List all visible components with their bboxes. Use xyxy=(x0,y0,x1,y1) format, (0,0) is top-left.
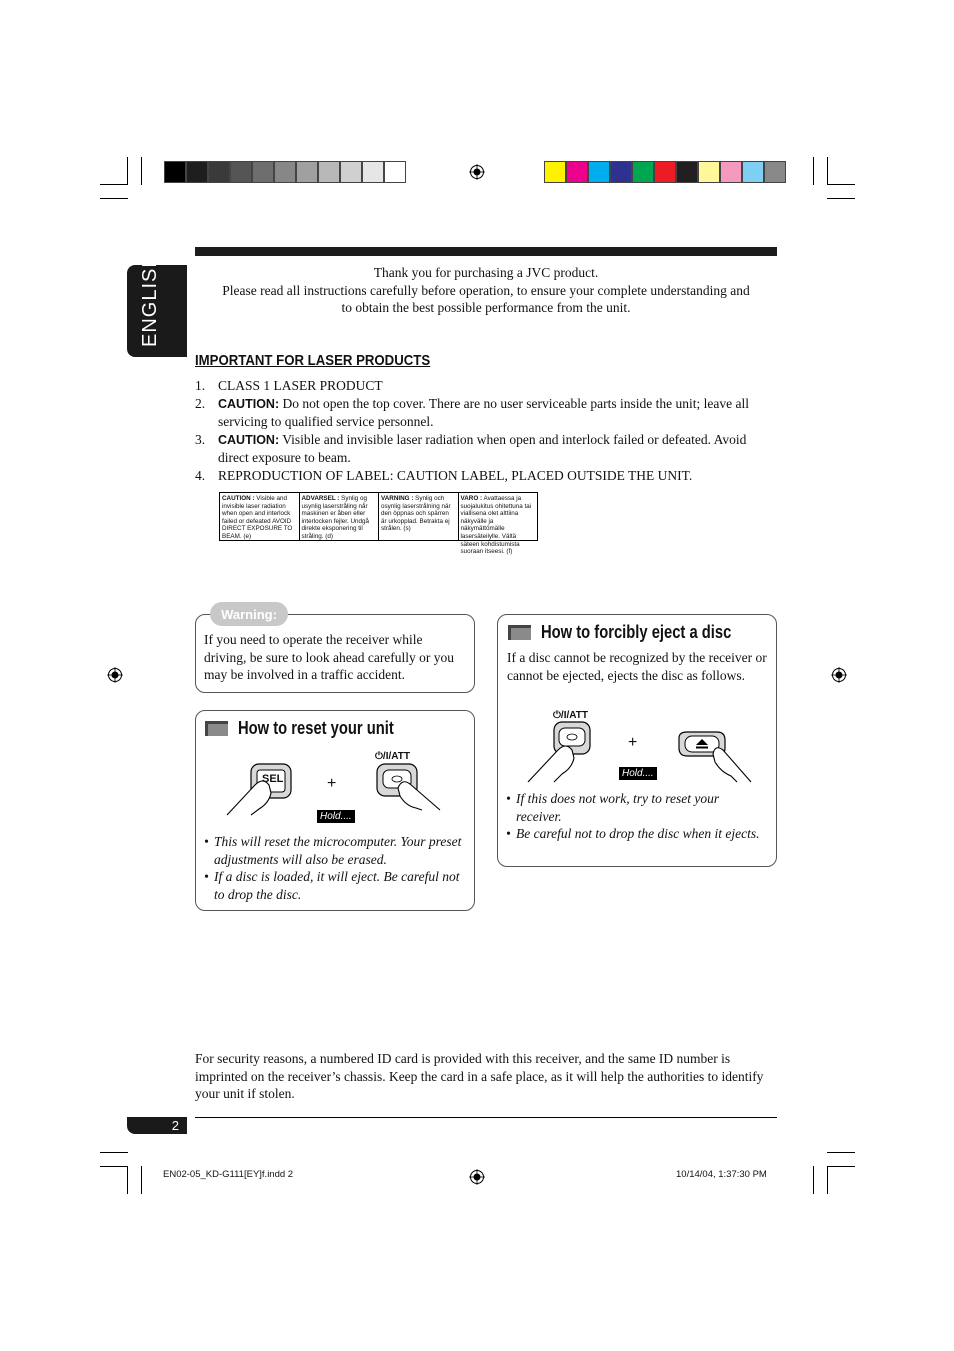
color-swatch xyxy=(720,161,742,183)
page-number: 2 xyxy=(127,1117,187,1134)
label-cell-english: CAUTION : Visible and invisible laser radiation when open and interlock failed or defeated AVOID DIRECT EXPOSURE TO BEAM. (e) xyxy=(220,493,300,540)
laser-section-title: IMPORTANT FOR LASER PRODUCTS xyxy=(195,352,431,369)
color-swatch xyxy=(566,161,588,183)
footer-rule xyxy=(195,1117,777,1118)
registration-mark-icon xyxy=(469,1169,485,1185)
language-tab xyxy=(127,252,187,357)
power-att-label: ⏻/I/ATT xyxy=(375,751,410,762)
footer-file: EN02-05_KD-G111[EY]f.indd 2 xyxy=(163,1169,294,1180)
color-swatch xyxy=(340,161,362,183)
color-swatch xyxy=(742,161,764,183)
color-swatch xyxy=(296,161,318,183)
list-text: CLASS 1 LASER PRODUCT xyxy=(218,378,383,393)
color-swatch xyxy=(186,161,208,183)
color-swatch xyxy=(208,161,230,183)
footer-date: 10/14/04, 1:37:30 PM xyxy=(676,1169,767,1180)
sel-button-press-icon xyxy=(225,755,305,815)
list-item xyxy=(195,395,785,431)
color-swatch xyxy=(230,161,252,183)
color-swatch xyxy=(610,161,632,183)
power-button-press-icon xyxy=(526,720,606,782)
note-text: Be careful not to drop the disc when it ejects. xyxy=(516,826,760,841)
intro-line: Please read all instructions carefully before operation, to ensure your complete understanding and xyxy=(222,282,750,298)
caution-label: CAUTION: xyxy=(218,432,280,447)
list-item: • This will reset the microcomputer. Your preset adjustments will also be erased. xyxy=(204,833,466,868)
header-rule xyxy=(195,247,777,256)
eject-notes xyxy=(506,790,768,843)
reset-notes xyxy=(204,833,466,903)
color-swatch xyxy=(632,161,654,183)
color-swatch xyxy=(654,161,676,183)
intro-text xyxy=(195,264,777,317)
eject-button-press-icon xyxy=(677,728,751,784)
hold-badge: Hold.... xyxy=(619,767,657,780)
caution-label: CAUTION: xyxy=(218,396,280,411)
hold-badge: Hold.... xyxy=(317,810,355,823)
color-swatch xyxy=(588,161,610,183)
list-item xyxy=(195,377,785,395)
caution-label-reproduction xyxy=(219,492,538,556)
color-swatch xyxy=(164,161,186,183)
plus-sign: + xyxy=(327,775,337,792)
process-color-bar xyxy=(544,161,786,183)
list-item: • If a disc is loaded, it will eject. Be careful not to drop the disc. xyxy=(204,868,466,903)
language-tab-label: ENGLISH xyxy=(139,252,161,347)
sel-label: SEL xyxy=(262,773,284,785)
color-swatch xyxy=(676,161,698,183)
note-text: If this does not work, try to reset your receiver. xyxy=(516,791,720,824)
gray-color-bar xyxy=(164,161,406,183)
list-number: 3. xyxy=(195,431,206,447)
section-square-icon xyxy=(205,721,228,736)
color-swatch xyxy=(698,161,720,183)
registration-mark-icon xyxy=(831,667,847,683)
color-swatch xyxy=(764,161,786,183)
color-swatch xyxy=(362,161,384,183)
note-text: This will reset the microcomputer. Your preset adjustments will also be erased. xyxy=(214,834,462,867)
eject-text: If a disc cannot be recognized by the receiver or cannot be ejected, ejects the disc as follows. xyxy=(507,650,767,683)
warning-text: If you need to operate the receiver while driving, be sure to look ahead carefully or you may be involved in a traffic accident. xyxy=(204,632,455,682)
list-text: Visible and invisible laser radiation when open and interlock failed or defeated. Avoid direct exposure to beam. xyxy=(218,431,747,465)
color-swatch xyxy=(274,161,296,183)
registration-mark-icon xyxy=(469,164,485,180)
section-square-icon xyxy=(508,625,531,640)
color-swatch xyxy=(252,161,274,183)
security-text: For security reasons, a numbered ID card is provided with this receiver, and the same ID number is imprinted on the receiver’s chassis. Keep the card in a safe place, as it will help the authorities to identify your unit if stolen. xyxy=(195,1051,764,1101)
note-text: If a disc is loaded, it will eject. Be careful not to drop the disc. xyxy=(214,869,460,902)
warning-badge: Warning: xyxy=(210,602,288,626)
label-cell-finnish: VARO : Avattaessa ja suojalukitus ohitettuna tai viallisena olet alttiina näkyvälle ja näkymättömälle lasersäteilylle. Vältä säteen kohdistumista suoraan itseesi. (f) xyxy=(460,495,532,556)
power-att-label: ⏻/I/ATT xyxy=(553,710,588,721)
list-number: 2. xyxy=(195,395,206,411)
color-swatch xyxy=(384,161,406,183)
intro-line: Thank you for purchasing a JVC product. xyxy=(373,265,599,280)
plus-sign: + xyxy=(628,734,638,751)
color-swatch xyxy=(544,161,566,183)
list-number: 1. xyxy=(195,378,206,393)
list-number: 4. xyxy=(195,467,206,483)
reset-title xyxy=(205,718,428,739)
color-swatch xyxy=(318,161,340,183)
list-text: Do not open the top cover. There are no user serviceable parts inside the unit; leave all servicing to qualified service personnel. xyxy=(218,395,749,429)
reset-title-text: How to reset your unit xyxy=(238,718,394,738)
list-item xyxy=(195,431,785,467)
eject-title-text: How to forcibly eject a disc xyxy=(541,622,732,642)
eject-title xyxy=(508,622,773,643)
list-item: • Be careful not to drop the disc when it ejects. xyxy=(506,826,760,841)
list-item xyxy=(195,467,785,485)
laser-list xyxy=(195,377,785,484)
registration-mark-icon xyxy=(107,667,123,683)
power-button-press-icon xyxy=(370,762,440,812)
label-cell-swedish: VARNING : Synlig och osynlig laserstrålning när den öppnas och spärren är urkopplad. Betrakta ej strålen. (s) xyxy=(379,493,459,540)
intro-line: to obtain the best possible performance from the unit. xyxy=(341,300,631,315)
label-cell-danish: ADVARSEL : Synlig og usynlig laserstråling når maskinen er åben eller interlocken fejler. Undgå direkte eksponering til stråling. (d) xyxy=(300,493,380,540)
list-text: REPRODUCTION OF LABEL: CAUTION LABEL, PLACED OUTSIDE THE UNIT. xyxy=(218,467,693,483)
list-item: • If this does not work, try to reset your receiver. xyxy=(506,790,768,825)
